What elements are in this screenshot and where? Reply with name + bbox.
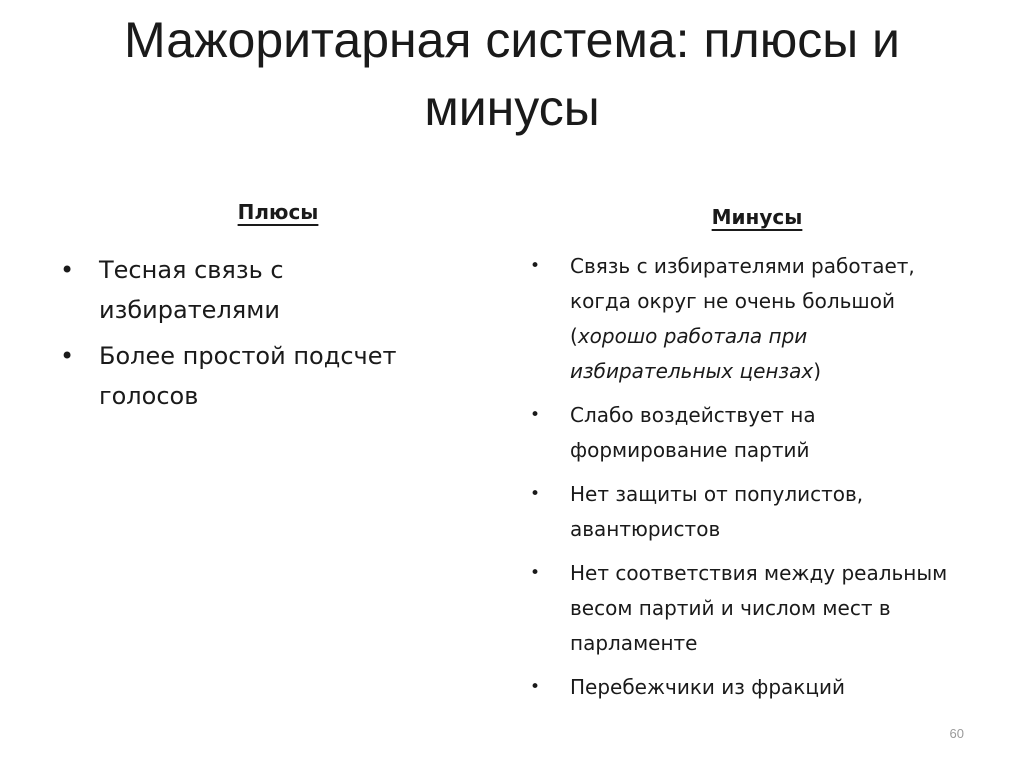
bullet-icon: • — [530, 405, 541, 425]
cons-heading: Минусы — [711, 205, 803, 229]
list-item — [60, 250, 460, 330]
bullet-icon: • — [530, 256, 541, 276]
bullet-icon: • — [530, 484, 541, 504]
bullet-icon: • — [530, 677, 541, 697]
cons-list — [530, 249, 970, 714]
cons-item-text-italic: хорошо работала при избирательных цензах — [570, 324, 814, 383]
cons-item-text — [530, 249, 970, 389]
list-item — [530, 556, 970, 661]
pros-heading: Плюсы — [237, 200, 319, 224]
list-item — [60, 336, 460, 416]
bullet-icon: • — [60, 256, 75, 284]
slide-title: Мажоритарная система: плюсы и минусы — [124, 12, 900, 136]
pros-item-text: Тесная связь с избирателями — [99, 256, 284, 324]
cons-item-text-end: ) — [813, 359, 822, 383]
list-item — [530, 249, 970, 389]
pros-list — [60, 250, 460, 422]
cons-item-text: Нет защиты от популистов, авантюристов — [570, 482, 864, 541]
pros-item-text: Более простой подсчет голосов — [99, 342, 397, 410]
bullet-icon: • — [60, 342, 75, 370]
list-item — [530, 670, 970, 705]
list-item — [530, 477, 970, 547]
bullet-icon: • — [530, 563, 541, 583]
cons-item-text: Слабо воздействует на формирование партий — [570, 403, 816, 462]
cons-item-text-start: Связь с избирателями работает, когда округ не очень большой ( — [570, 254, 915, 348]
cons-item-text: Перебежчики из фракций — [570, 675, 845, 699]
page-number: 60 — [949, 726, 964, 741]
cons-item-text: Нет соответствия между реальным весом партий и числом мест в парламенте — [570, 561, 948, 655]
list-item — [530, 398, 970, 468]
